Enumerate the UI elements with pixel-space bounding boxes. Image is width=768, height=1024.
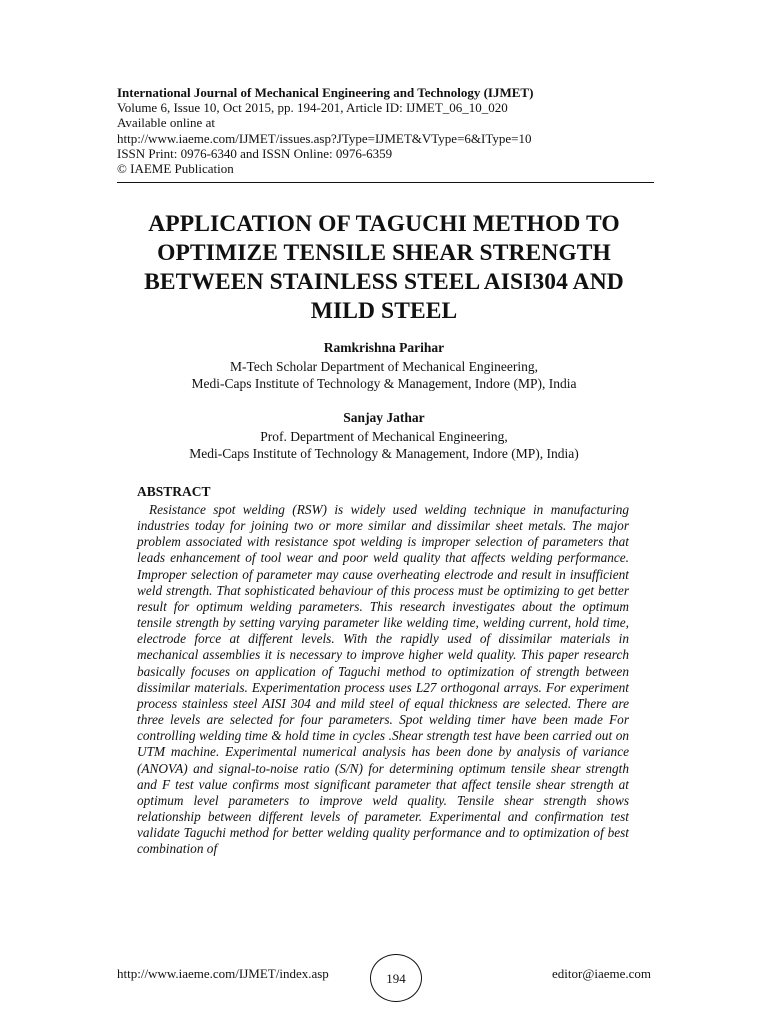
title-line: MILD STEEL [310,298,458,324]
footer-url-link[interactable]: http://www.iaeme.com/IJMET/index.asp [117,966,329,981]
journal-header [117,85,657,176]
title-line: APPLICATION OF TAGUCHI METHOD TO [148,211,620,237]
issn-info: ISSN Print: 0976-6340 and ISSN Online: 0976-6359 [117,145,393,161]
author-institution: Medi-Caps Institute of Technology & Management, Indore (MP), India [191,376,577,391]
volume-info: Volume 6, Issue 10, Oct 2015, pp. 194-201, Article ID: IJMET_06_10_020 [117,100,508,116]
author-block-2 [100,409,668,462]
page-footer [0,958,768,998]
paper-title [100,210,668,326]
publisher-info: © IAEME Publication [117,161,234,177]
abstract-heading: ABSTRACT [137,484,211,499]
abstract-text: Resistance spot welding (RSW) is widely used welding technique in manufacturing industries today for joining two or more similar and dissimilar sheet metals. The major problem associated with resistance spot welding is improper selection of parameters that leads enhancement of tool wear and poor weld quality that affects welding performance. Improper selection of parameter may cause overheating electrode and result in insufficient weld strength. That sophisticated behaviour of this process must be optimizing to get better result for optimum welding parameters. This research investigates about the optimum tensile strength by setting varying parameter like welding time, welding current, hold time, electrode force at different levels. With the rapidly used of dissimilar materials in mechanical assemblies it is necessary to improve higher weld quality. This paper research basically focuses on application of Taguchi method to optimization of strength between dissimilar materials. Experimentation process uses L27 orthogonal arrays. For experiment process stainless steel AISI 304 and mild steel of equal thickness are selected. There are three levels are selected for four parameters. Spot welding timer have been made For controlling welding time & hold time in cycles .Shear strength test have been carried out on UTM machine. Experimental numerical analysis has been done by analysis of variance (ANOVA) and signal-to-noise ratio (S/N) for determining optimum tensile shear strength and F test value confirms most significant parameter that affect tensile shear strength at optimum level parameters to improve weld quality. Tensile shear strength shows relationship between different levels of parameter. Experimental and confirmation test validate Taguchi method for better welding quality performance and to optimization of best combination of [137,502,629,857]
page-number: 194 [370,954,422,1002]
footer-email-link[interactable]: editor@iaeme.com [552,966,651,981]
availability-note: Available online at [117,115,215,131]
title-line: OPTIMIZE TENSILE SHEAR STRENGTH [157,240,611,266]
author-block-1 [100,339,668,392]
title-line: BETWEEN STAINLESS STEEL AISI304 AND [144,269,624,295]
author-name: Ramkrishna Parihar [323,340,445,355]
journal-title: International Journal of Mechanical Engineering and Technology (IJMET) [117,85,534,100]
author-department: Prof. Department of Mechanical Engineering, [260,429,508,444]
author-department: M-Tech Scholar Department of Mechanical Engineering, [230,359,538,374]
header-divider [117,182,654,183]
author-name: Sanjay Jathar [343,410,425,425]
issue-url-link[interactable]: http://www.iaeme.com/IJMET/issues.asp?JType=IJMET&VType=6&IType=10 [117,130,532,146]
author-institution: Medi-Caps Institute of Technology & Management, Indore (MP), India) [189,446,579,461]
